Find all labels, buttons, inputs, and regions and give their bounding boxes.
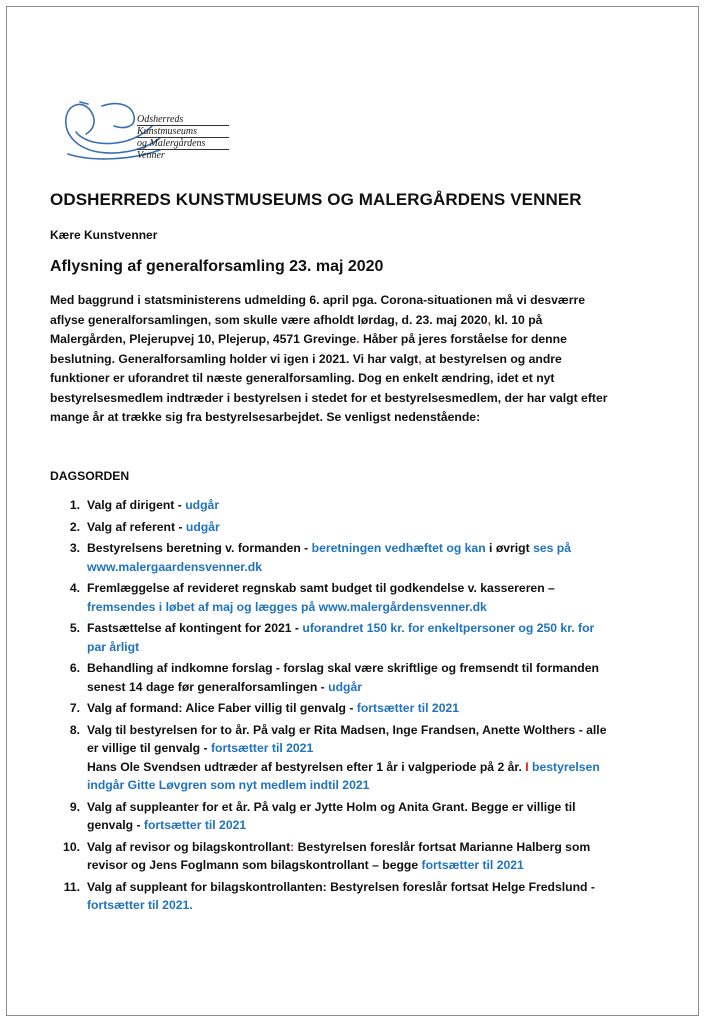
item-status: fortsætter til 2021 [210, 741, 314, 755]
item-text: i øvrigt [485, 541, 534, 555]
item-text: Valg af revisor og bilagskontrollant [87, 839, 291, 854]
item-text: Valg af suppleanter for et år. På valg er Jytte Holm og Anita Grant. Begge er villige til [87, 799, 576, 814]
item-text: Behandling af indkomne forslag - forslag skal være skriftlige og fremsendt til formanden [87, 661, 599, 675]
item-status: udgår [185, 498, 220, 512]
item-number: 7. [69, 701, 80, 715]
item-number: 9. [69, 799, 80, 814]
intro-text: funktioner er uforandret til næste generalforsamling. Dog en enkelt ændring, idet et nyt [50, 371, 555, 385]
agenda-item [50, 496, 670, 515]
intro-paragraph [50, 291, 670, 428]
intro-line [50, 350, 670, 370]
greeting: Kære Kunstvenner [50, 228, 158, 242]
item-number: 11. [63, 879, 80, 894]
red-mark: , [487, 312, 491, 327]
intro-line [50, 369, 670, 389]
intro-text: kl. 10 på [490, 312, 543, 327]
intro-line [50, 389, 670, 409]
intro-text: bestyrelsesmedlem indtræder i bestyrelsen i stedet for et bestyrelsesmedlem, der har valgt efter [50, 390, 608, 405]
item-text: senest 14 dage før generalforsamlingen - [87, 679, 329, 694]
agenda-item [50, 798, 670, 835]
red-mark: . [356, 332, 360, 346]
red-mark: , [418, 351, 422, 366]
item-status: bestyrelsen [528, 759, 600, 774]
item-text: Valg af suppleant for bilagskontrollanten: Bestyrelsen foreslår fortsat Helge Fredslund - [87, 879, 595, 894]
intro-text: mange år at trække sig fra bestyrelsesarbejdet. Se venligst nedenstående: [50, 410, 481, 424]
item-number: 5. [69, 621, 80, 635]
item-status: par årligt [87, 639, 140, 654]
item-number: 8. [69, 722, 80, 737]
item-status: fortsætter til 2021 [356, 701, 460, 715]
item-text: Fastsættelse af kontingent for 2021 - [87, 621, 303, 635]
agenda-item [50, 619, 670, 656]
intro-text: Håber på jeres forståelse for denne [359, 332, 567, 346]
logo-line: og Malergårdens [137, 138, 206, 149]
item-number: 2. [69, 519, 80, 534]
intro-line [50, 291, 670, 311]
red-mark: : [290, 839, 295, 854]
item-status: fortsætter til 2021 [143, 818, 247, 832]
intro-text: at bestyrelsen og andre [421, 351, 562, 366]
headline: Aflysning af generalforsamling 23. maj 2020 [50, 258, 384, 275]
intro-text: Med baggrund i statsministerens udmelding 6. april pga. Corona-situationen må vi desværre [50, 293, 586, 307]
agenda-item [50, 838, 670, 875]
item-status: indgår Gitte Løvgren som nyt medlem indtil 2021 [87, 778, 370, 792]
item-text: Hans Ole Svendsen udtræder af bestyrelsen efter 1 år i valgperiode på 2 år. [87, 759, 526, 774]
item-status: udgår [328, 679, 362, 694]
logo-wordmark [137, 115, 257, 160]
item-status: uforandret 150 kr. for enkeltpersoner og 250 kr. for [302, 621, 595, 635]
agenda-item [50, 878, 670, 915]
intro-line [50, 408, 670, 428]
item-number: 10. [63, 839, 80, 854]
item-text: Valg af formand: Alice Faber villig til genvalg - [87, 701, 357, 715]
item-status: fortsætter til 2021 [421, 858, 524, 872]
item-number: 3. [69, 541, 80, 555]
item-text: Valg til bestyrelsen for to år. På valg er Rita Madsen, Inge Frandsen, Anette Wolthers - alle [87, 722, 607, 737]
item-status: udgår [185, 519, 220, 534]
organization-title: ODSHERREDS KUNSTMUSEUMS OG MALERGÅRDENS VENNER [50, 190, 582, 209]
agenda-item [50, 659, 670, 696]
item-text: Valg af dirigent - [87, 498, 186, 512]
website-link[interactable]: www.malergaardensvenner.dk [87, 559, 262, 574]
intro-line [50, 330, 670, 350]
item-number: 1. [69, 498, 80, 512]
agenda-item [50, 518, 670, 537]
item-status: fortsætter til 2021. [87, 898, 193, 912]
item-text: Bestyrelsen foreslår fortsat Marianne Halberg som [294, 839, 591, 854]
item-status: ses på [533, 541, 572, 555]
intro-text: aflyse generalforsamlingen, som skulle være afholdt lørdag, d. 23. maj 2020 [50, 312, 488, 327]
item-text: genvalg - [87, 818, 144, 832]
item-text: revisor og Jens Foglmann som bilagskontrollant – begge [87, 858, 422, 872]
item-text: Fremlæggelse af revideret regnskab samt budget til godkendelse v. kassereren – [87, 581, 555, 595]
agenda-list [50, 496, 670, 918]
agenda-item [50, 699, 670, 718]
agenda-item [50, 579, 670, 616]
agenda-item [50, 539, 670, 576]
item-status: fremsendes i løbet af maj og lægges på www.malergårdensvenner.dk [87, 599, 487, 614]
logo-line: Kunstmuseums [137, 126, 198, 137]
logo-line: Venner [137, 150, 165, 161]
intro-line [50, 311, 670, 331]
agenda-item [50, 721, 670, 795]
intro-text: Malergården, Plejerupvej 10, Plejerup, 4571 Grevinge [50, 332, 357, 346]
intro-text: beslutning. Generalforsamling holder vi igen i 2021. Vi har valgt [50, 351, 419, 366]
agenda-heading: DAGSORDEN [50, 469, 130, 483]
item-status: beretningen vedhæftet og kan [311, 541, 486, 555]
item-text: Valg af referent - [87, 519, 186, 534]
item-text: Bestyrelsens beretning v. formanden - [87, 541, 312, 555]
red-mark: I [525, 759, 529, 774]
item-number: 6. [69, 661, 80, 675]
logo-line: Odsherreds [137, 114, 184, 125]
item-text: er villige til genvalg - [87, 741, 211, 755]
item-number: 4. [69, 581, 80, 595]
